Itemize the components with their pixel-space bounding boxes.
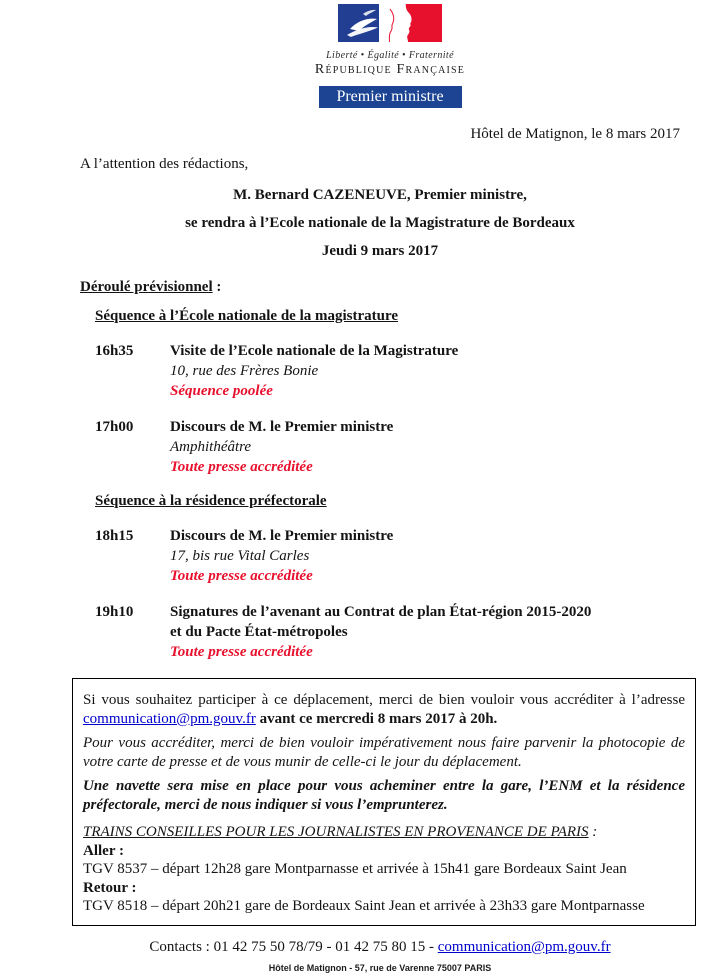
schedule-section-prefecture xyxy=(95,493,680,662)
address-line: Hôtel de Matignon - 57, rue de Varenne 75007 PARIS xyxy=(268,962,492,973)
accreditation-email-link[interactable]: communication@pm.gouv.fr xyxy=(83,710,256,727)
event-time: 19h10 xyxy=(95,604,134,620)
announcement-line-2: se rendra à l’Ecole nationale de la Magistrature de Bordeaux xyxy=(185,215,575,231)
schedule-heading-colon: : xyxy=(212,279,222,295)
masthead xyxy=(90,0,690,108)
republique-francaise-logo xyxy=(315,4,465,78)
outbound-label: Aller : xyxy=(83,842,124,859)
event-location: 17, bis rue Vital Carles xyxy=(170,548,310,564)
footer xyxy=(80,939,680,973)
announcement-line-3: Jeudi 9 mars 2017 xyxy=(321,243,439,259)
event-press-note: Toute presse accréditée xyxy=(170,568,313,584)
premier-ministre-banner: Premier ministre xyxy=(319,86,462,108)
event-time: 16h35 xyxy=(95,343,134,359)
section-title: Séquence à l’École nationale de la magistrature xyxy=(95,308,399,324)
outbound-train: TGV 8537 – départ 12h28 gare Montparnasse et arrivée à 15h41 gare Bordeaux Saint Jean xyxy=(83,861,627,877)
schedule-event xyxy=(95,417,680,477)
return-train: TGV 8518 – départ 20h21 gare de Bordeaux Saint Jean et arrivée à 23h33 gare Montparnasse xyxy=(83,898,645,914)
event-time: 18h15 xyxy=(95,528,134,544)
announcement-line-1: M. Bernard CAZENEUVE, Premier ministre, xyxy=(233,187,527,203)
event-title: Visite de l’Ecole nationale de la Magistrature xyxy=(170,343,459,359)
accreditation-paragraph xyxy=(83,691,685,728)
schedule-section-enm xyxy=(95,308,680,477)
trains-heading xyxy=(83,823,685,842)
trains-heading-colon: : xyxy=(588,824,598,840)
event-press-note: Toute presse accréditée xyxy=(170,459,313,475)
schedule-event xyxy=(95,341,680,401)
salutation: A l’attention des rédactions, xyxy=(80,156,249,172)
trains-heading-text: TRAINS CONSEILLES POUR LES JOURNALISTES EN PROVENANCE DE PARIS xyxy=(83,824,589,840)
event-time: 17h00 xyxy=(95,419,134,435)
marianne-logo-icon xyxy=(338,4,442,42)
event-location: 10, rue des Frères Bonie xyxy=(170,363,319,379)
accreditation-text-before: Si vous souhaitez participer à ce déplacement, merci de bien vouloir vous accréditer à l’adresse xyxy=(83,692,685,708)
contacts-email-link[interactable]: communication@pm.gouv.fr xyxy=(437,938,611,955)
schedule-event xyxy=(95,602,680,662)
schedule-event xyxy=(95,526,680,586)
announcement-title xyxy=(80,181,680,265)
accreditation-box xyxy=(72,678,696,926)
contacts-text: Contacts : 01 42 75 50 78/79 - 01 42 75 80 15 - xyxy=(149,938,438,955)
schedule-heading xyxy=(80,279,680,296)
event-location: Amphithéâtre xyxy=(170,439,252,455)
event-press-note: Toute presse accréditée xyxy=(170,644,313,660)
trains-info xyxy=(83,823,685,916)
event-title: Discours de M. le Premier ministre xyxy=(170,419,394,435)
schedule-heading-text: Déroulé prévisionnel xyxy=(80,279,213,295)
event-title: Discours de M. le Premier ministre xyxy=(170,528,394,544)
event-title: Signatures de l’avenant au Contrat de plan État-région 2015-2020 xyxy=(170,604,592,620)
logo-republique-francaise: République Française xyxy=(314,62,466,77)
dateline: Hôtel de Matignon, le 8 mars 2017 xyxy=(470,126,680,142)
section-title: Séquence à la résidence préfectorale xyxy=(95,493,327,509)
press-card-note: Pour vous accréditer, merci de bien vouloir impérativement nous faire parvenir la photocopie de votre carte de presse et de vous munir de celle-ci le jour du déplacement. xyxy=(83,735,685,770)
accreditation-deadline: avant ce mercredi 8 mars 2017 à 20h. xyxy=(255,710,498,727)
event-title-line-2: et du Pacte État-métropoles xyxy=(170,624,348,640)
shuttle-note: Une navette sera mise en place pour vous acheminer entre la gare, l’ENM et la résidence préfectorale, merci de nous indiquer si vous l’emprunterez. xyxy=(83,778,685,813)
contacts-line xyxy=(80,939,680,956)
return-label: Retour : xyxy=(83,879,137,896)
event-press-note: Séquence poolée xyxy=(170,383,273,399)
logo-motto: Liberté • Égalité • Fraternité xyxy=(326,50,454,61)
